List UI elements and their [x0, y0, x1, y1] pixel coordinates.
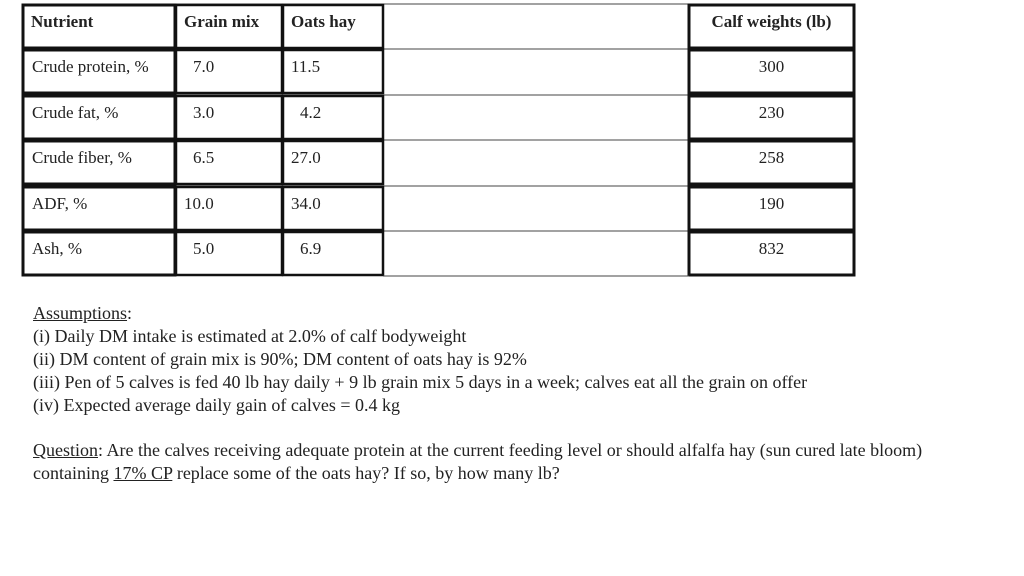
grain-value: 10.0 — [184, 194, 214, 213]
grain-value: 3.0 — [193, 103, 215, 122]
grain-value: 6.5 — [193, 148, 215, 167]
question-label: Question — [33, 440, 98, 460]
oats-value: 6.9 — [300, 239, 322, 258]
assumptions-heading-text: Assumptions — [33, 303, 128, 323]
question-highlight: 17% CP — [113, 463, 173, 483]
assumptions-section — [33, 302, 993, 485]
assumption-item: (ii) DM content of grain mix is 90%; DM content of oats hay is 92% — [33, 349, 527, 369]
header-grain-mix: Grain mix — [184, 12, 260, 31]
oats-value: 4.2 — [300, 103, 322, 122]
oats-value: 34.0 — [291, 194, 321, 213]
oats-value: 11.5 — [291, 57, 321, 76]
calf-weight-value: 230 — [758, 103, 785, 122]
table-row-label: Ash, % — [32, 239, 83, 258]
grain-value: 5.0 — [193, 239, 215, 258]
header-oats-hay: Oats hay — [291, 12, 356, 31]
assumptions-heading-colon: : — [127, 303, 133, 323]
assumption-item: (iv) Expected average daily gain of calves = 0.4 kg — [33, 395, 401, 415]
oats-value: 27.0 — [291, 148, 321, 167]
assumption-item: (i) Daily DM intake is estimated at 2.0% of calf bodyweight — [33, 326, 467, 346]
calf-weight-value: 190 — [758, 194, 785, 213]
calf-weight-value: 300 — [758, 57, 785, 76]
header-calf-weights: Calf weights (lb) — [711, 12, 832, 31]
question-text-part1: : Are the calves receiving adequate protein at the current feeding level or should alfalfa hay (sun cured late bloom) containing — [33, 440, 923, 483]
spacer — [33, 417, 993, 439]
table-row-label: Crude fat, % — [32, 103, 119, 122]
calf-weight-value: 832 — [758, 239, 785, 258]
calf-weight-value: 258 — [758, 148, 785, 167]
assumptions-heading — [33, 302, 993, 325]
table-row-label: ADF, % — [32, 194, 88, 213]
question-paragraph — [33, 439, 993, 485]
question-text-part2: replace some of the oats hay? If so, by how many lb? — [172, 463, 560, 483]
table-row-label: Crude fiber, % — [32, 148, 132, 167]
header-blank — [384, 5, 688, 48]
grain-value: 7.0 — [193, 57, 215, 76]
table-row-label: Crude protein, % — [32, 57, 149, 76]
header-nutrient: Nutrient — [31, 12, 94, 31]
assumption-item: (iii) Pen of 5 calves is fed 40 lb hay daily + 9 lb grain mix 5 days in a week; calves eat all the grain on offer — [33, 372, 808, 392]
